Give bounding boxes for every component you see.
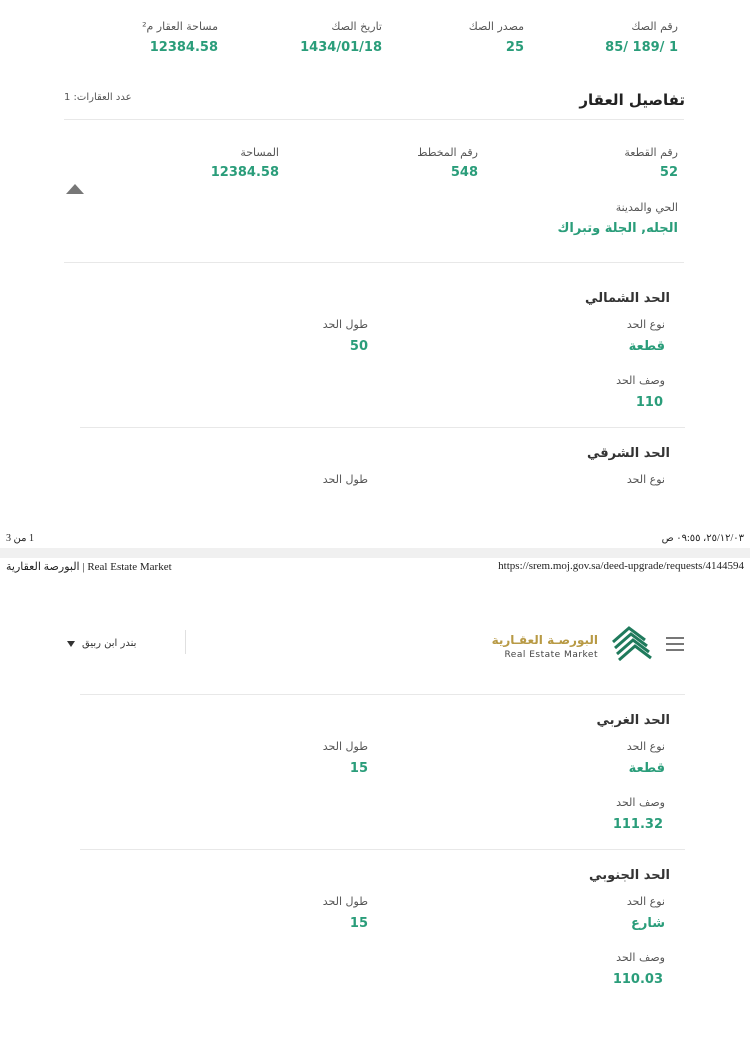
divider [80,427,685,428]
deed-number-label: رقم الصك [631,20,678,33]
plot-number-label: رقم القطعة [624,146,678,159]
north-type-label: نوع الحد [626,318,665,331]
print-datetime: ٢٥/١٢/٠٣، ٠٩:٥٥ ص [661,533,744,544]
west-length-label: طول الحد [322,740,368,753]
west-desc-value: 111.32 [612,817,663,832]
south-type-value: شارع [630,916,665,931]
header-divider [185,630,186,654]
east-boundary-title: الحد الشرقي [586,446,670,461]
property-count: عدد العقارات: 1 [64,92,132,103]
south-length-value: 15 [349,916,368,931]
north-type-value: قطعة [628,339,665,354]
print-tab-title: البورصة العقارية | Real Estate Market [6,561,172,573]
east-type-label: نوع الحد [626,473,665,486]
west-length-value: 15 [349,761,368,776]
south-desc-value: 110.03 [612,972,663,987]
collapse-caret-icon[interactable] [66,184,84,194]
north-desc-value: 110 [635,395,663,410]
north-boundary-title: الحد الشمالي [585,291,670,306]
logo-text-en: Real Estate Market [504,650,598,660]
print-page-2 [0,558,750,1051]
south-type-label: نوع الحد [626,895,665,908]
divider [64,262,684,263]
area-value: 12384.58 [210,165,279,180]
menu-icon[interactable] [666,637,684,651]
plot-number-value: 52 [659,165,678,180]
west-boundary-title: الحد الغربي [596,713,670,728]
deed-date-value: 1434/01/18 [300,40,382,55]
print-page-number: 1 من 3 [6,533,34,544]
property-area-value: 12384.58 [149,40,218,55]
north-length-value: 50 [349,339,368,354]
print-url: https://srem.moj.gov.sa/deed-upgrade/requests/4144594 [498,560,744,572]
south-length-label: طول الحد [322,895,368,908]
deed-date-label: تاريخ الصك [331,20,382,33]
logo-text-ar: البورصـة العقـارية [491,633,598,647]
property-area-label: مساحة العقار م² [142,20,218,33]
district-value: الجله, الجلة وتبراك [557,221,678,236]
west-type-label: نوع الحد [626,740,665,753]
north-desc-label: وصف الحد [616,374,665,387]
area-label: المساحة [240,146,279,159]
deed-number-value: 85/ 189/ 1 [605,40,678,55]
district-label: الحي والمدينة [615,201,678,214]
page-break [0,548,750,558]
plan-number-value: 548 [450,165,478,180]
logo-icon [609,620,655,666]
deed-source-value: 25 [505,40,524,55]
west-desc-label: وصف الحد [616,796,665,809]
user-name[interactable]: بندر ابن ربيق [82,638,137,649]
east-length-label: طول الحد [322,473,368,486]
property-details-title: تفاصيل العقار [579,91,685,109]
west-type-value: قطعة [628,761,665,776]
plan-number-label: رقم المخطط [417,146,478,159]
deed-source-label: مصدر الصك [468,20,524,33]
north-length-label: طول الحد [322,318,368,331]
divider [80,849,685,850]
divider [64,119,684,120]
divider [80,694,685,695]
south-desc-label: وصف الحد [616,951,665,964]
chevron-down-icon[interactable] [67,641,75,647]
south-boundary-title: الحد الجنوبي [589,868,670,883]
